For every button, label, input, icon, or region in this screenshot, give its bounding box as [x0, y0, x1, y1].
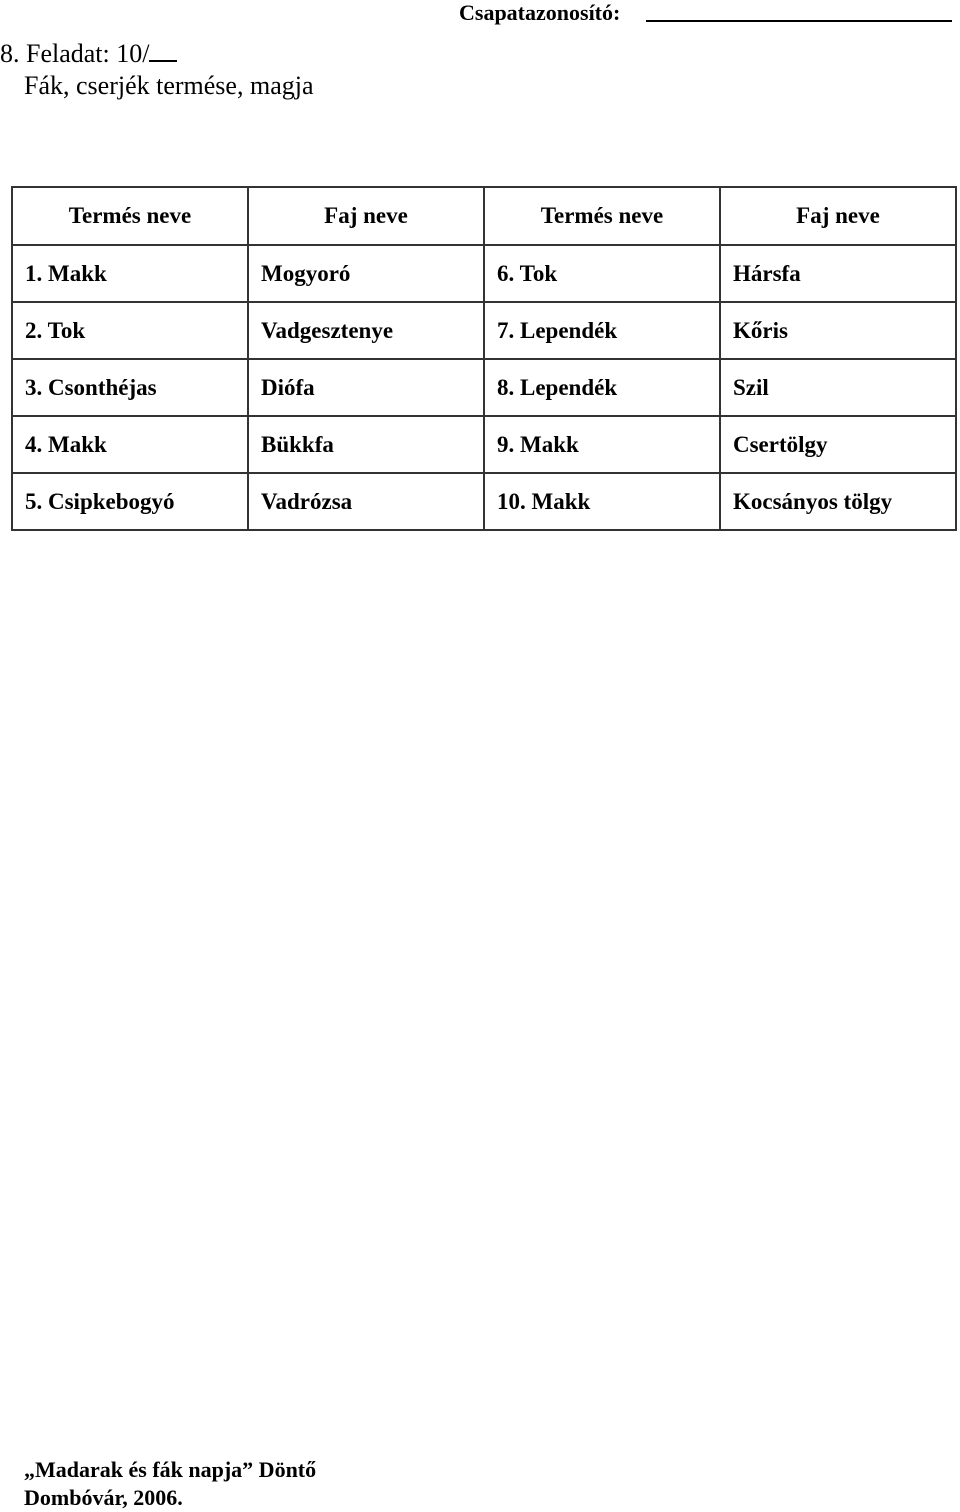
- table-cell: 7. Lependék: [484, 302, 720, 359]
- table-cell: Vadgesztenye: [248, 302, 484, 359]
- table-cell: Hársfa: [720, 245, 956, 302]
- column-header: Termés neve: [484, 187, 720, 245]
- table-cell: 6. Tok: [484, 245, 720, 302]
- task-number: 8. Feladat: 10/: [0, 39, 150, 68]
- table-cell: Csertölgy: [720, 416, 956, 473]
- score-blank: [149, 38, 177, 62]
- table-cell: Bükkfa: [248, 416, 484, 473]
- fruit-species-table: [11, 186, 957, 531]
- table-cell: 3. Csonthéjas: [12, 359, 248, 416]
- table-row: [12, 245, 956, 302]
- footer-location-year: Dombóvár, 2006.: [24, 1485, 183, 1510]
- footer-event-name: „Madarak és fák napja” Döntő: [24, 1457, 317, 1482]
- table-row: [12, 473, 956, 530]
- table-cell: 5. Csipkebogyó: [12, 473, 248, 530]
- column-header: Faj neve: [248, 187, 484, 245]
- table-cell: 10. Makk: [484, 473, 720, 530]
- table-row: [12, 359, 956, 416]
- task-number-line: [0, 38, 177, 69]
- table-cell: 4. Makk: [12, 416, 248, 473]
- table-cell: Szil: [720, 359, 956, 416]
- table-cell: Kocsányos tölgy: [720, 473, 956, 530]
- team-id-label: Csapatazonosító:: [459, 0, 621, 25]
- task-title: Fák, cserjék termése, magja: [24, 71, 314, 100]
- table-cell: 2. Tok: [12, 302, 248, 359]
- table-cell: 9. Makk: [484, 416, 720, 473]
- table-cell: Diófa: [248, 359, 484, 416]
- table-header-row: [12, 187, 956, 245]
- footer: [24, 1456, 316, 1512]
- table-cell: Mogyoró: [248, 245, 484, 302]
- column-header: Faj neve: [720, 187, 956, 245]
- team-id-blank-line: [646, 20, 952, 22]
- table-cell: Kőris: [720, 302, 956, 359]
- column-header: Termés neve: [12, 187, 248, 245]
- table-cell: Vadrózsa: [248, 473, 484, 530]
- table-row: [12, 302, 956, 359]
- table-row: [12, 416, 956, 473]
- table-cell: 8. Lependék: [484, 359, 720, 416]
- table-cell: 1. Makk: [12, 245, 248, 302]
